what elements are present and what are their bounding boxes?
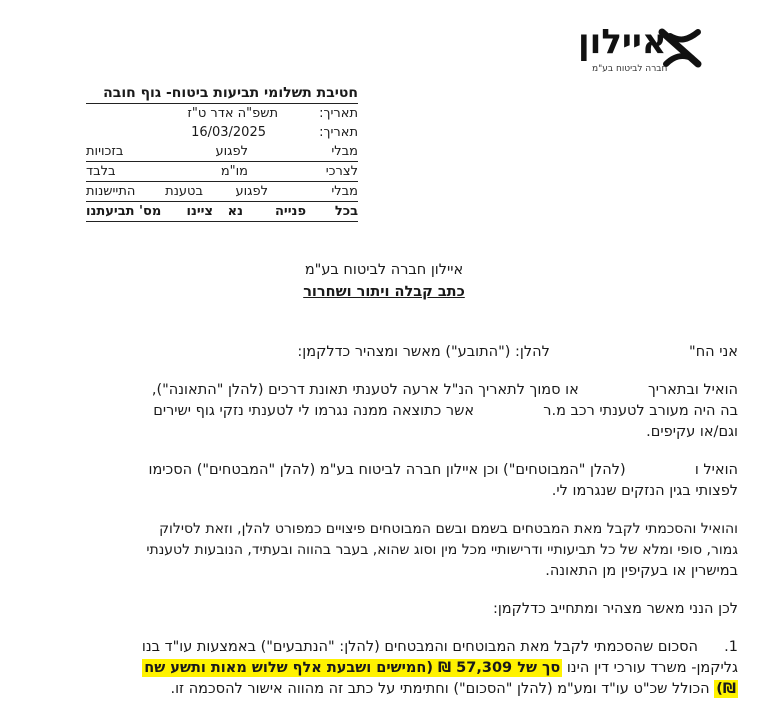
- ayalon-logo: [578, 22, 708, 72]
- text: הואיל ובתאריך: [648, 382, 738, 398]
- department-title: חטיבת תשלומי תביעות ביטוח- גוף חובה: [103, 85, 358, 101]
- para2-line1: [149, 460, 739, 480]
- header-row-limitation: [86, 182, 358, 202]
- header-cell: מבלי: [331, 184, 358, 199]
- gregorian-date: 16/03/2025: [191, 125, 266, 140]
- header-table: [86, 104, 358, 222]
- header-row-date: [86, 123, 358, 142]
- text: או סמוך לתאריך הנ"ל ארעה לטענתי תאונת דרכים (להלן "התאונה"),: [151, 382, 579, 398]
- amount-highlight: סך של 57,309 ₪ (חמישים ושבעת אלף שלוש מאות ותשע שח: [144, 660, 561, 676]
- header-cell: בזכויות: [86, 144, 124, 159]
- hebrew-date: תשפ"ה אדר ט"ז: [187, 106, 278, 121]
- letter-subject: כתב קבלה ויתור ושחרור: [303, 284, 465, 300]
- para2-line2: לפצותי בגין הנזקים שנגרמו לי.: [551, 483, 738, 499]
- intro-end: להלן: ("התובע") מאשר ומצהיר כדלקמן:: [297, 344, 550, 360]
- item1-line3: [171, 679, 739, 699]
- header-cell: מבלי: [331, 144, 358, 159]
- header-cell: לפגוע: [235, 184, 268, 199]
- header-cell: מו"מ: [220, 164, 248, 179]
- header-cell: פנייה: [274, 204, 306, 219]
- header-row-without-prejudice: [86, 142, 358, 162]
- ayalon-logo-mark-icon: [658, 26, 706, 68]
- text: הכולל שכ"ט עו"ד ומע"מ (להלן "הסכום") וחתימתי על כתב זה מהווה אישור להסכמה זו.: [170, 681, 710, 697]
- item1-number: 1.: [724, 639, 738, 655]
- header-cell: מס' תביעתנו: [86, 204, 162, 219]
- text: הואיל ו: [694, 462, 738, 478]
- amount-highlight-end: ₪): [716, 681, 736, 697]
- header-row-negotiation: [86, 162, 358, 182]
- declaration: לכן הנני מאשר מצהיר ומתחייב כדלקמן:: [492, 601, 738, 617]
- header-row-hebrew-date: [86, 104, 358, 123]
- para1-line1: [152, 380, 738, 400]
- header-cell: בכל: [334, 204, 358, 219]
- intro-line: [297, 342, 738, 362]
- text: בה היה מעורב לטענתי רכב מ.ר: [543, 403, 738, 419]
- para3-line1: והואיל והסכמתי לקבל מאת המבטחים בשמם ובשם המבוטחים פיצויים כמפורט להלן, וזאת לסילוק: [159, 521, 738, 537]
- logo-word: איילון: [578, 22, 667, 62]
- company-name: איילון חברה לביטוח בע"מ: [304, 262, 464, 278]
- header-cell: לצרכי: [325, 164, 358, 179]
- intro-start: אני הח": [689, 344, 738, 360]
- item1-line2: [142, 658, 738, 678]
- letter-subject-wrap: [0, 284, 768, 300]
- header-cell: נא: [227, 204, 243, 219]
- date-label: תאריך:: [319, 125, 358, 140]
- logo-subtitle: חברה לביטוח בע"מ: [592, 64, 668, 74]
- para1-line2: [153, 401, 738, 421]
- para3-line2: גמור, סופי ומלא של כל תביעותיי ודרישותיי מכל מין וסוג שהוא, בעבר בהווה ובעתיד, הנובעות לטענתי: [146, 542, 738, 558]
- header-cell: בלבד: [86, 164, 116, 179]
- header-cell: בטענת: [165, 184, 203, 199]
- para3-line3: במישרין או בעקיפין מן התאונה.: [545, 563, 738, 579]
- date-label: תאריך:: [319, 106, 358, 121]
- text: (להלן "המבוטחים") וכן איילון חברה לביטוח בע"מ (להלן "המבטחים") הסכימו: [148, 462, 626, 478]
- text: אשר כתוצאה ממנה נגרמו לי לטענתי נזקי גוף ישירים: [153, 403, 475, 419]
- header-cell: לפגוע: [215, 144, 248, 159]
- header-cell: ציינו: [186, 204, 213, 219]
- header-row-claim-ref: [86, 202, 358, 222]
- item1-line1: הסכום שהסכמתי לקבל מאת המבוטחים והמבטחים (להלן: "הנתבעים") באמצעות עו"ד בנו: [141, 639, 698, 655]
- text: גליקמן- משרד עורכי דין הינו: [566, 660, 738, 676]
- para1-line3: וגם/או עקיפים.: [646, 424, 738, 440]
- header-cell: התיישנות: [86, 184, 136, 199]
